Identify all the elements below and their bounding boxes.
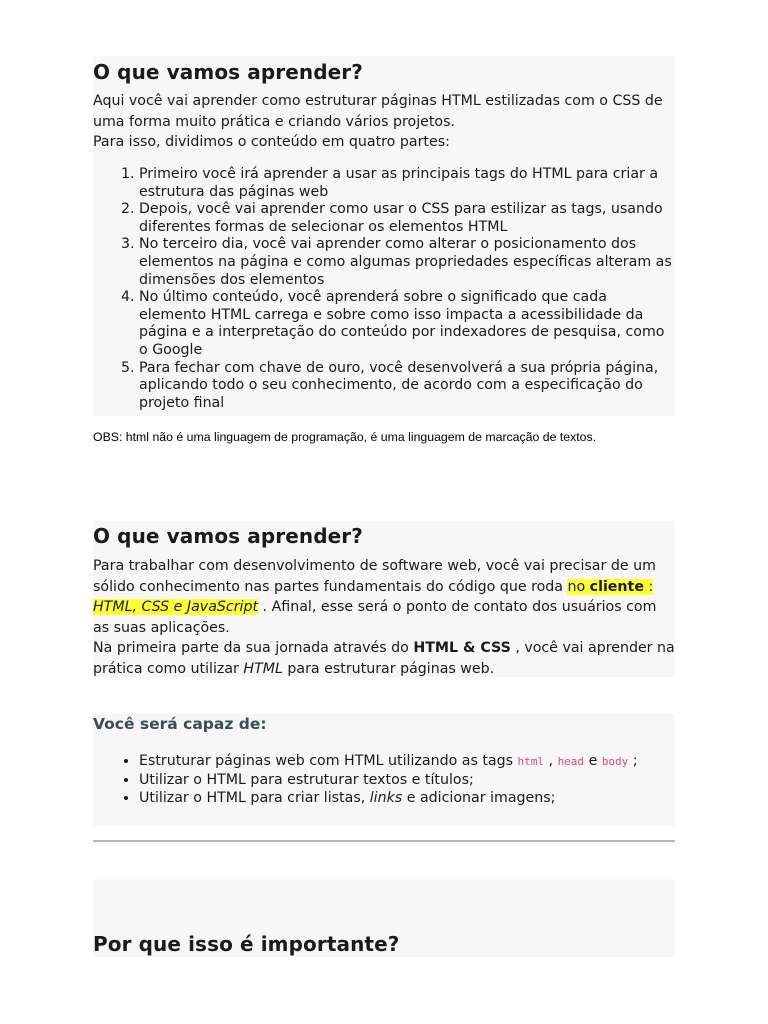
capabilities-list [93, 752, 675, 807]
text: Utilizar o HTML para criar listas, [139, 790, 370, 806]
paragraph [93, 556, 675, 638]
text: , você vai aprender na prática como utilizar [93, 640, 675, 677]
section-subtitle: Você será capaz de: [93, 715, 267, 733]
learning-parts-list [93, 166, 675, 412]
section-why-important [93, 879, 675, 957]
text: . Afinal, esse será o ponto de contato dos usuários com as suas aplicações. [93, 599, 657, 636]
section-title: O que vamos aprender? [93, 524, 363, 548]
list-item: 1. Primeiro você irá aprender a usar as principais tags do HTML para criar a estrutura das páginas web [139, 166, 675, 201]
section-capabilities [93, 714, 675, 826]
italic-text: HTML, CSS e JavaScript [93, 599, 259, 615]
text: e [584, 753, 602, 769]
code-tag: head [557, 755, 585, 768]
code-tag: html [517, 755, 545, 768]
section-body [93, 556, 675, 679]
bold-text: HTML & CSS [413, 640, 511, 656]
list-item [139, 752, 675, 771]
section-intro [93, 91, 671, 153]
italic-text: links [369, 790, 403, 806]
section-what-we-learn-1 [93, 56, 675, 416]
text: Na primeira parte da sua jornada através do [93, 640, 414, 656]
section-title: O que vamos aprender? [93, 60, 363, 84]
bold-text: cliente [589, 578, 644, 595]
list-item: 3. No terceiro dia, você vai aprender como alterar o posicionamento dos elementos na página e como algumas propriedades específicas alteram as dimensões dos elementos [139, 236, 675, 289]
text: ; [628, 753, 638, 769]
text: : [643, 578, 654, 595]
code-tag: body [601, 755, 629, 768]
obs-note: OBS: html não é uma linguagem de programação, é uma linguagem de marcação de textos. [93, 430, 597, 444]
text: Para trabalhar com desenvolvimento de software web, você vai precisar de um sólido conhecimento nas partes fundamentais do código que roda [93, 558, 656, 595]
intro-paragraph: Aqui você vai aprender como estruturar páginas HTML estilizadas com o CSS de uma forma muito prática e criando vários projetos. [93, 93, 663, 130]
horizontal-divider [93, 840, 675, 842]
list-item: • Utilizar o HTML para estruturar textos e títulos; [139, 771, 675, 789]
list-item: 4. No último conteúdo, você aprenderá sobre o significado que cada elemento HTML carrega e sobre como isso impacta a acessibilidade da página e a interpretação do conteúdo por indexadores de pesquisa, como o Google [139, 289, 675, 359]
text: e adicionar imagens; [402, 790, 556, 806]
list-item [139, 789, 675, 807]
section-what-we-learn-2 [93, 521, 675, 677]
text: para estruturar páginas web. [282, 660, 495, 677]
paragraph [93, 638, 675, 679]
text: Estruturar páginas web com HTML utilizando as tags [139, 753, 518, 769]
list-item: 5. Para fechar com chave de ouro, você desenvolverá a sua própria página, aplicando todo o seu conhecimento, de acordo com a especificação do projeto final [139, 360, 675, 413]
text: no [567, 578, 590, 595]
list-item: 2. Depois, você vai aprender como usar o CSS para estilizar as tags, usando diferentes formas de selecionar os elementos HTML [139, 201, 675, 236]
section-title: Por que isso é importante? [93, 932, 400, 956]
intro-paragraph: Para isso, dividimos o conteúdo em quatro partes: [93, 134, 450, 150]
text: , [544, 753, 558, 769]
italic-text: HTML [243, 660, 283, 677]
